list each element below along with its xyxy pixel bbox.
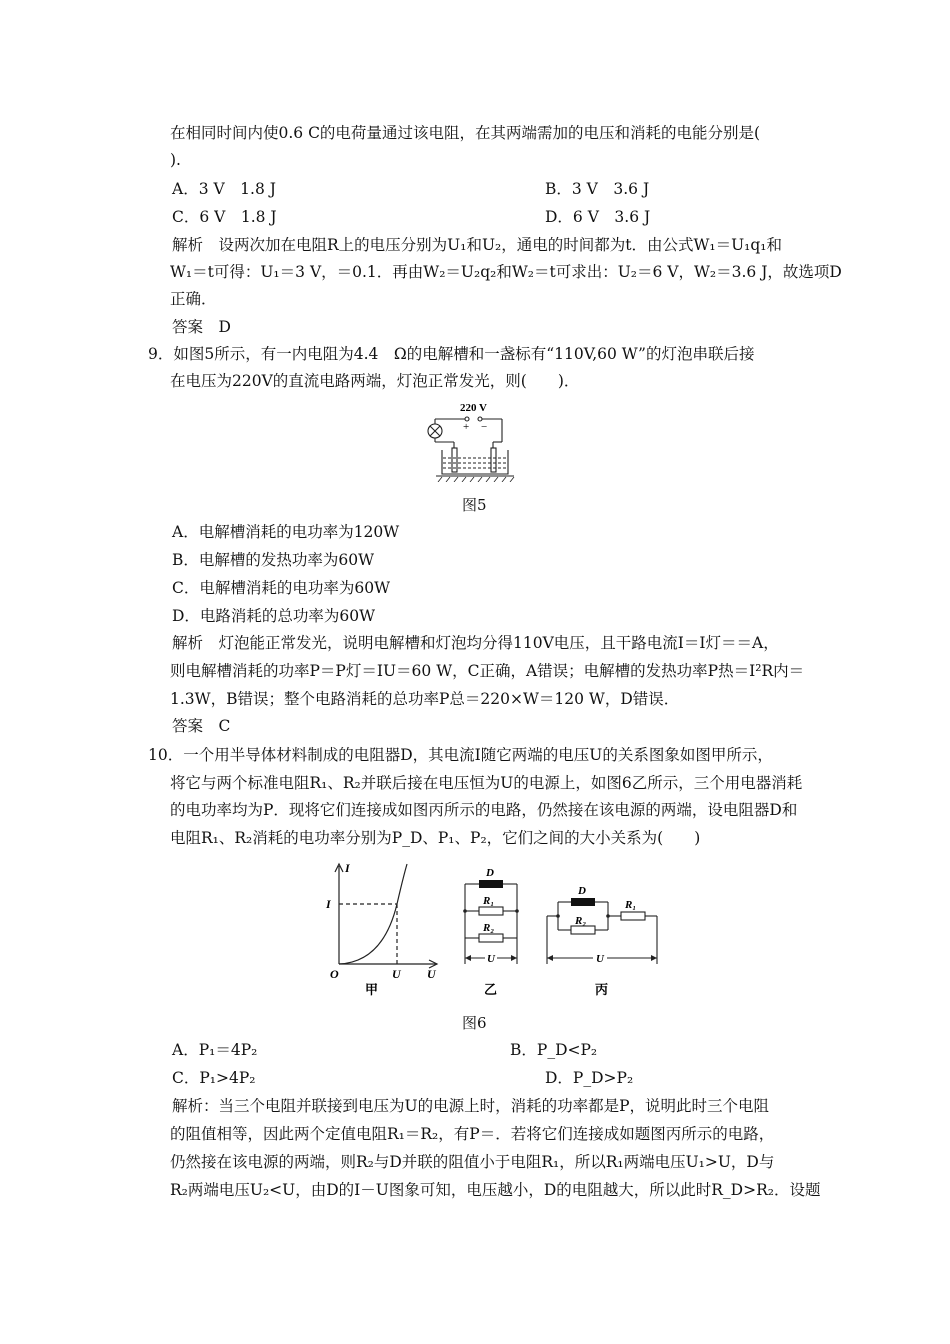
q10-option-c: C．P₁>4P₂ [172, 1069, 256, 1087]
figure-6-caption: 图6 [462, 1014, 487, 1032]
fig6-bing-d-element [571, 898, 595, 906]
fig6-label-bing: 丙 [595, 982, 609, 997]
q9-solution-line2: 则电解槽消耗的功率P＝P灯＝IU＝60 W，C正确，A错误；电解槽的发热功率P热＝I²R内＝ [170, 662, 805, 680]
q10-stem-line4: 电阻R₁、R₂消耗的电功率分别为P_D、P₁、P₂，它们之间的大小关系为( ) [170, 829, 701, 847]
q9-solution-line3: 1.3W，B错误；整个电路消耗的总功率P总＝220×W＝120 W，D错误． [170, 690, 680, 708]
q9-option-a: A．电解槽消耗的电功率为120W [172, 523, 400, 541]
q8-option-b: B．3 V 3.6 J [545, 180, 650, 198]
fig6-label-yi: 乙 [484, 982, 498, 997]
q8-solution-line3: 正确． [170, 290, 217, 308]
figure-5-electrolysis-circuit [420, 400, 520, 482]
fig6-yi-d-element [479, 880, 503, 888]
fig6-bing-mixed-circuit [547, 885, 657, 997]
q10-option-a: A．P₁＝4P₂ [172, 1041, 258, 1059]
q8-stem-line2: ). [170, 151, 181, 169]
q9-stem-line2: 在电压为220V的直流电路两端，灯泡正常发光，则( )． [170, 372, 580, 390]
q9-answer: 答案 C [172, 717, 231, 735]
fig6-bing-r2-label: R₂ [575, 915, 587, 927]
q8-stem-line1: 在相同时间内使0.6 C的电荷量通过该电阻，在其两端需加的电压和消耗的电能分别是( [170, 124, 760, 142]
figure-6-circuits [325, 858, 670, 1000]
fig5-minus-sign: − [481, 421, 488, 433]
q10-stem-line1: 10．一个用半导体材料制成的电阻器D，其电流I随它两端的电压U的关系图象如图甲所示， [148, 746, 773, 764]
q10-option-d: D．P_D>P₂ [545, 1069, 634, 1087]
q10-solution-line2: 的阻值相等，因此两个定值电阻R₁＝R₂，有P＝．若将它们连接成如题图丙所示的电路， [170, 1125, 775, 1143]
fig6-axis-u-label: U [427, 967, 436, 981]
q8-option-a: A．3 V 1.8 J [172, 180, 276, 198]
q10-solution-line4: R₂两端电压U₂<U，由D的I－U图象可知，电压越小，D的电阻越大，所以此时R_D>R₂．设题 [170, 1181, 821, 1199]
fig6-mark-i: I [326, 897, 331, 911]
q9-solution-line1: 解析 灯泡能正常发光，说明电解槽和灯泡均分得110V电压，且干路电流I＝I灯＝＝A， [172, 634, 779, 652]
fig6-jia-iu-graph [325, 861, 437, 997]
q10-stem-line2: 将它与两个标准电阻R₁、R₂并联后接在电压恒为U的电源上，如图6乙所示，三个用电器消耗 [170, 774, 803, 792]
fig6-yi-parallel-circuit [463, 867, 519, 997]
fig6-origin-label: O [330, 967, 339, 981]
fig5-plus-sign: + [463, 421, 470, 433]
q8-option-c: C．6 V 1.8 J [172, 208, 277, 226]
q9-stem-line1: 9．如图5所示，有一内电阻为4.4 Ω的电解槽和一盏标有“110V,60 W”的灯泡串联后接 [148, 345, 755, 363]
fig5-voltage-label: 220 V [460, 402, 487, 414]
q8-solution-line2: W₁＝t可得：U₁＝3 V，＝0.1．再由W₂＝U₂q₂和W₂＝t可求出：U₂＝6 V，W₂＝3.6 J，故选项D [170, 263, 842, 281]
fig6-bing-r1-label: R₁ [625, 899, 637, 911]
fig6-yi-d-label: D [486, 867, 494, 879]
fig6-label-jia: 甲 [365, 982, 379, 997]
fig6-bing-u-label: U [596, 953, 604, 965]
q10-solution-line3: 仍然接在该电源的两端，则R₂与D并联的阻值小于电阻R₁，所以R₁两端电压U₁>U，D与 [170, 1153, 775, 1171]
q10-stem-line3: 的电功率均为P．现将它们连接成如图丙所示的电路，仍然接在该电源的两端，设电阻器D和 [170, 801, 798, 819]
q8-solution-line1: 解析 设两次加在电阻R上的电压分别为U₁和U₂，通电的时间都为t．由公式W₁＝U₁q₁和 [172, 236, 783, 254]
fig6-mark-u: U [392, 967, 401, 981]
q9-option-c: C．电解槽消耗的电功率为60W [172, 579, 391, 597]
q10-solution-line1: 解析：当三个电阻并联接到电压为U的电源上时，消耗的功率都是P，说明此时三个电阻 [172, 1097, 769, 1115]
fig6-yi-r1-label: R₁ [483, 895, 495, 907]
q9-option-b: B．电解槽的发热功率为60W [172, 551, 375, 569]
fig6-yi-u-label: U [487, 953, 495, 965]
fig6-axis-i-label: I [345, 861, 350, 875]
q9-option-d: D．电路消耗的总功率为60W [172, 607, 376, 625]
figure-5-caption: 图5 [462, 496, 487, 514]
q8-answer: 答案 D [172, 318, 231, 336]
q10-option-b: B．P_D<P₂ [510, 1041, 598, 1059]
fig6-yi-r2-label: R₂ [483, 922, 495, 934]
fig6-bing-d-label: D [578, 885, 586, 897]
q8-option-d: D．6 V 3.6 J [545, 208, 651, 226]
